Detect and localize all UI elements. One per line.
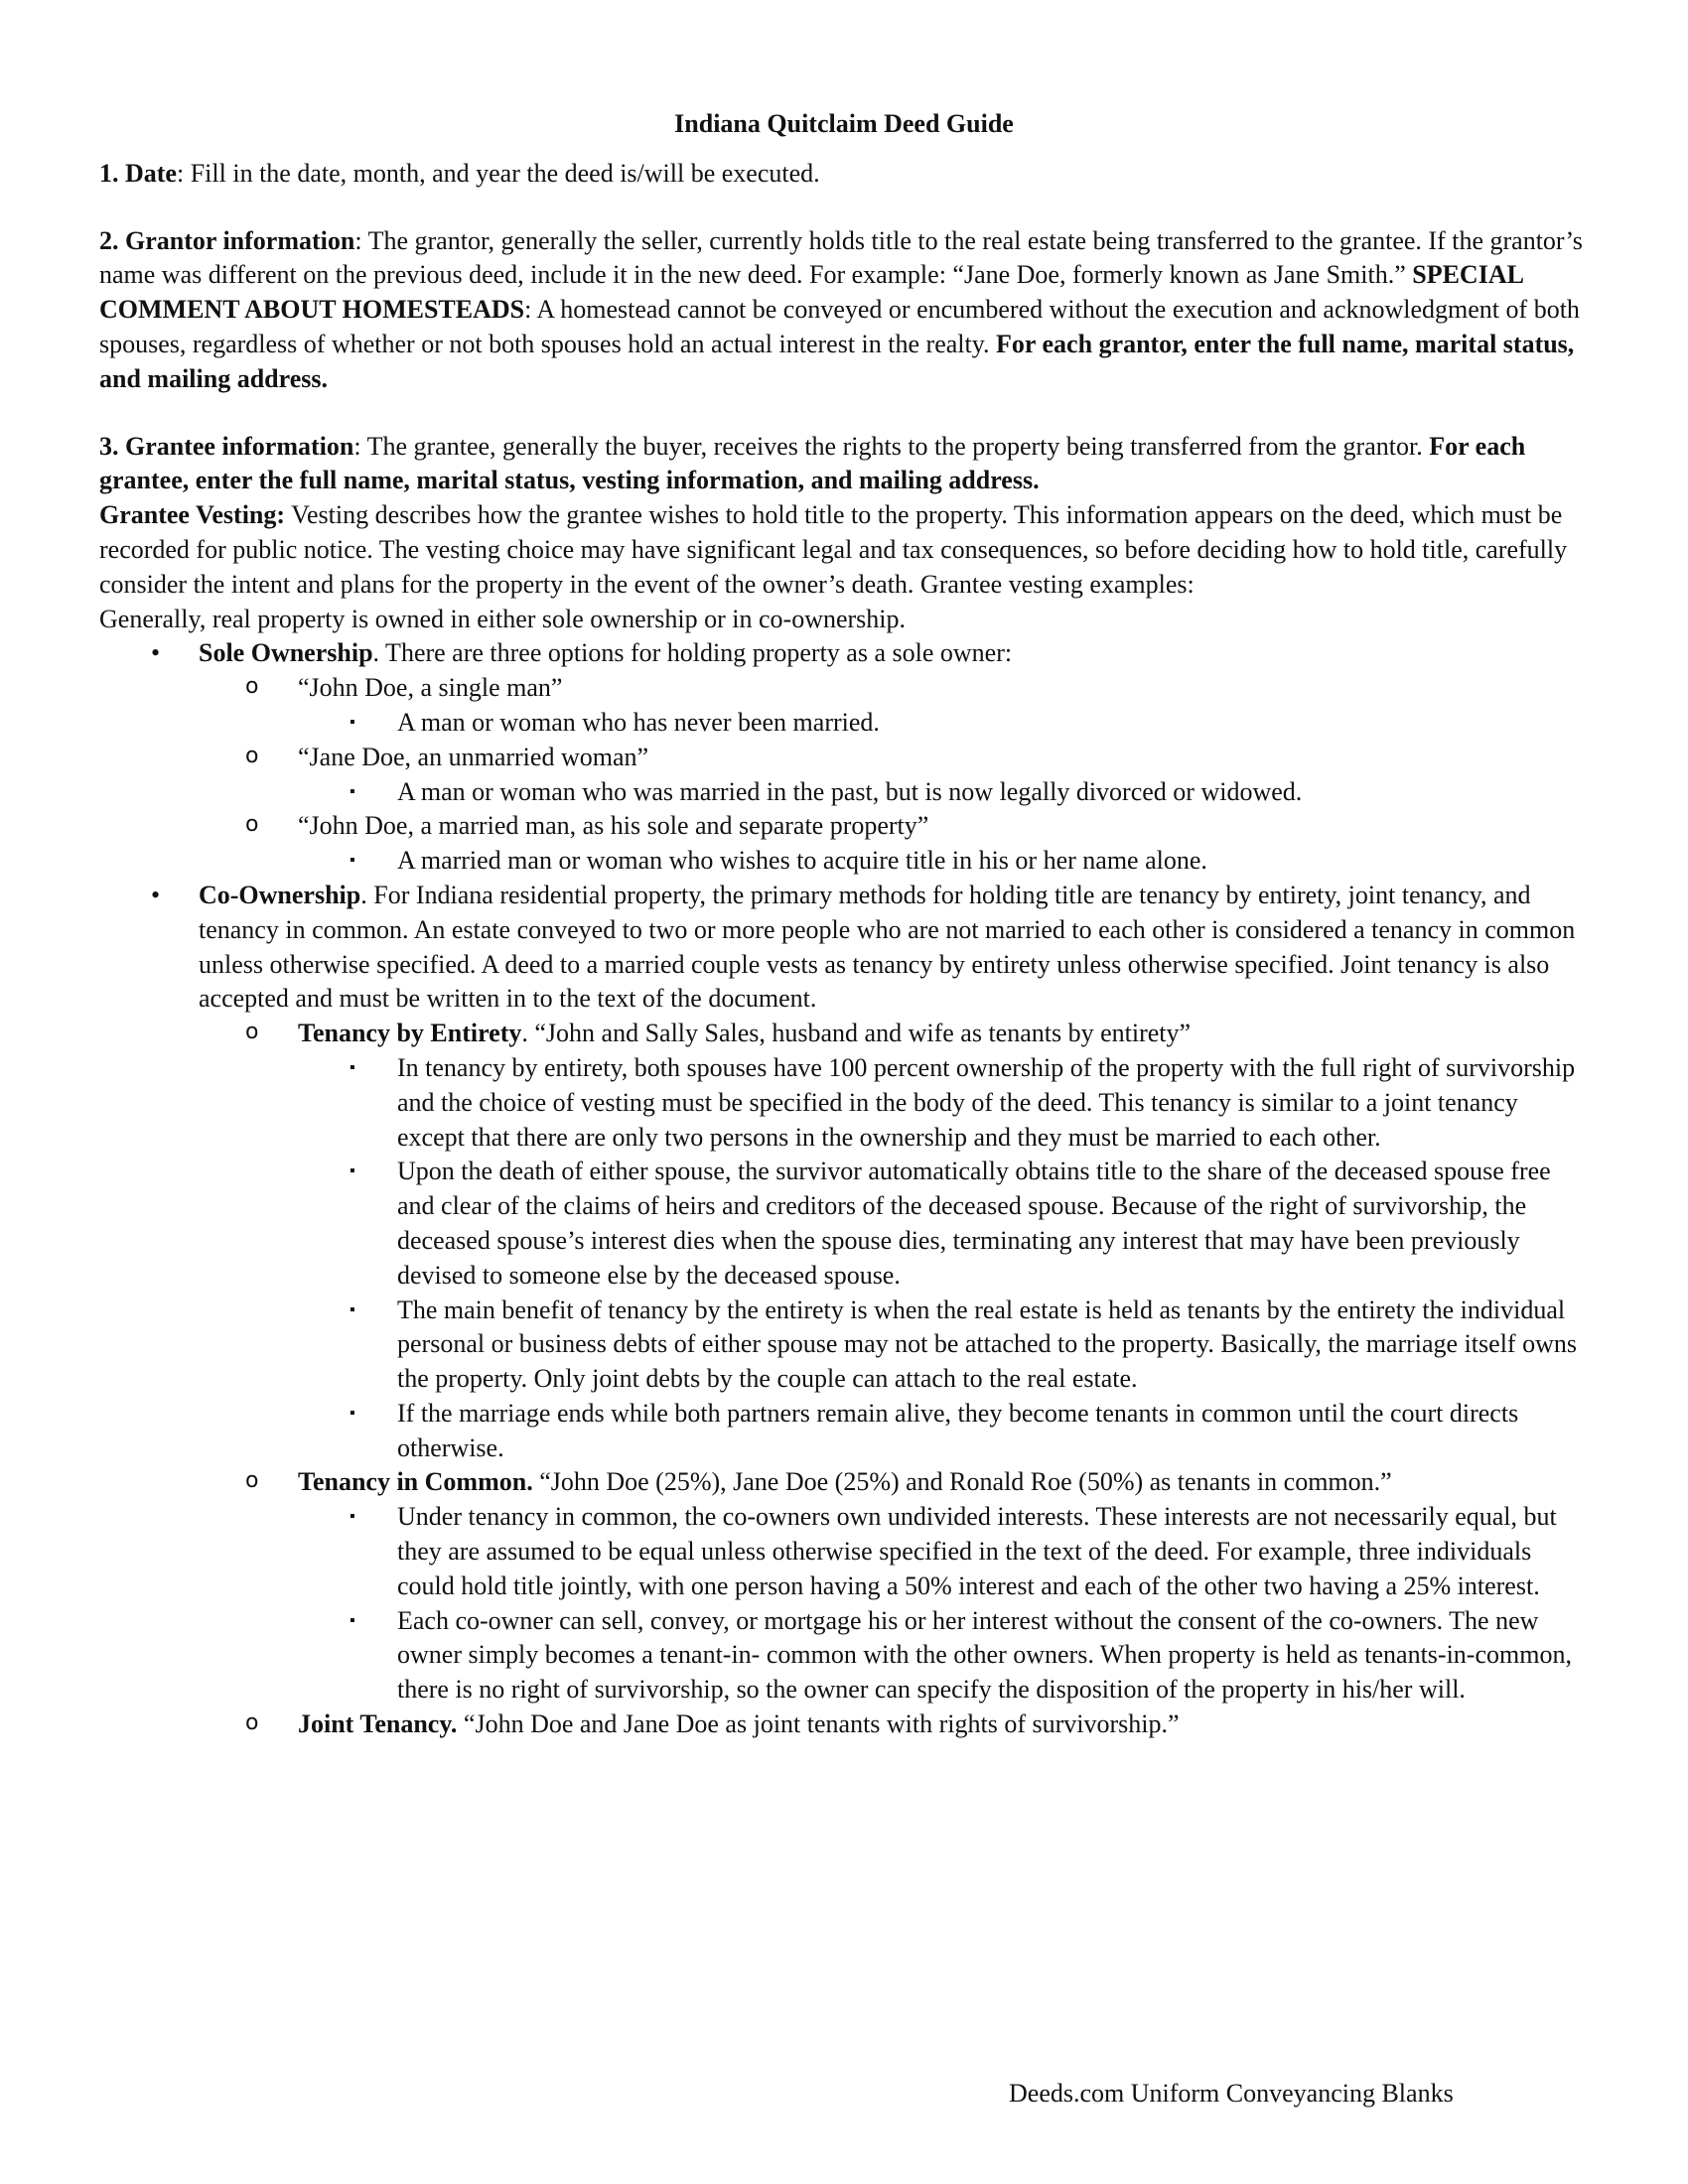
bullet-marker: • xyxy=(151,880,161,909)
co-ownership-types xyxy=(199,1017,1589,1742)
tenancy-common-example: “John Doe (25%), Jane Doe (25%) and Ronald Roe (50%) as tenants in common.” xyxy=(532,1467,1392,1497)
sole-ownership-label: Sole Ownership xyxy=(199,638,373,668)
sole-option-detail xyxy=(298,706,1589,741)
joint-tenancy-label: Joint Tenancy. xyxy=(298,1709,458,1739)
co-ownership-item xyxy=(99,879,1589,1742)
detail-text: Under tenancy in common, the co-owners own undivided interests. These interests are not necessarily equal, but they are assumed to be equal unless otherwise specified in the text of the deed. For example, three individuals could hold title jointly, with one person having a 50% interest and each of the other two having a 25% interest. xyxy=(397,1502,1557,1600)
detail-text: Upon the death of either spouse, the survivor automatically obtains title to the share of the deceased spouse free and clear of the claims of heirs and creditors of the deceased spouse. Because of the right of survivorship, the deceased spouse’s interest dies when the spouse dies, terminating any interest that may have been previously devised to someone else by the deceased spouse. xyxy=(397,1157,1551,1290)
tenancy-common-label: Tenancy in Common. xyxy=(298,1467,533,1497)
tenancy-entirety-label: Tenancy by Entirety xyxy=(298,1019,522,1048)
circle-marker: o xyxy=(245,812,259,838)
detail-item xyxy=(298,1397,1589,1466)
tenancy-common-item xyxy=(199,1465,1589,1707)
sole-option-detail xyxy=(298,844,1589,879)
page-title: Indiana Quitclaim Deed Guide xyxy=(674,109,1014,138)
general-ownership-text: Generally, real property is owned in either sole ownership or in co-ownership. xyxy=(99,604,907,633)
sole-option-detail-text: A married man or woman who wishes to acquire title in his or her name alone. xyxy=(397,846,1207,876)
square-marker: ▪ xyxy=(350,1162,355,1180)
grantee-label: 3. Grantee information xyxy=(99,431,354,461)
circle-marker: o xyxy=(245,1468,259,1494)
homestead-label: SPECIAL COMMENT ABOUT HOMESTEADS xyxy=(99,260,1523,325)
sole-option-item xyxy=(199,741,1589,810)
sole-option-detail-text: A man or woman who was married in the past, but is now legally divorced or widowed. xyxy=(397,776,1303,806)
tenancy-entirety-details xyxy=(298,1051,1589,1466)
square-marker: ▪ xyxy=(350,1508,355,1526)
grantee-section xyxy=(99,430,1589,499)
square-marker: ▪ xyxy=(350,1300,355,1318)
square-marker: ▪ xyxy=(350,852,355,870)
tenancy-entirety-example: . “John and Sally Sales, husband and wife as tenants by entirety” xyxy=(521,1019,1192,1048)
sole-option-detail xyxy=(298,775,1589,810)
sole-ownership-item xyxy=(99,636,1589,879)
vesting-label: Grantee Vesting: xyxy=(99,500,286,530)
circle-marker: o xyxy=(245,1710,259,1736)
square-marker: ▪ xyxy=(350,1404,355,1422)
detail-text: In tenancy by entirety, both spouses have 100 percent ownership of the property with the full right of survivorship and the choice of vesting must be specified in the body of the deed. This tenancy is similar to a joint tenancy except that there are only two persons in the ownership and they must be married to each other. xyxy=(397,1052,1576,1152)
co-ownership-label: Co-Ownership xyxy=(199,880,361,909)
detail-item xyxy=(298,1051,1589,1155)
sole-options-list xyxy=(199,671,1589,879)
sole-option-details xyxy=(298,706,1589,741)
joint-tenancy-item xyxy=(199,1707,1589,1742)
sole-option-item xyxy=(199,809,1589,879)
sole-option-example: “John Doe, a single man” xyxy=(298,673,563,703)
page-footer: Deeds.com Uniform Conveyancing Blanks xyxy=(1009,2079,1454,2108)
bullet-marker: • xyxy=(151,638,161,668)
detail-item xyxy=(298,1500,1589,1603)
detail-item xyxy=(298,1155,1589,1293)
detail-text: Each co-owner can sell, convey, or mortgage his or her interest without the consent of the co-owners. The new owner simply becomes a tenant-in- common with the other owners. When property is held as tenants-in-common, there is no right of survivorship, so the owner can specify the disposition of the property in his/her will. xyxy=(397,1605,1572,1705)
grantor-instruction: For each grantor, enter the full name, marital status, and mailing address. xyxy=(99,329,1575,393)
co-ownership-text: . For Indiana residential property, the primary methods for holding title are tenancy by entirety, joint tenancy, and tenancy in common. An estate conveyed to two or more people who are not married to each other is considered a tenancy in common unless otherwise specified. A deed to a married couple vests as tenancy by entirety unless otherwise specified. Joint tenancy is also accepted and must be written in to the text of the document. xyxy=(199,880,1576,1014)
circle-marker: o xyxy=(245,1020,259,1045)
detail-text: The main benefit of tenancy by the entirety is when the real estate is held as tenants by the entirety the individual personal or business debts of either spouse may not be attached to the property. Basically, the marriage itself owns the property. Only joint debts by the couple can attach to the real estate. xyxy=(397,1295,1577,1394)
circle-marker: o xyxy=(245,674,259,700)
grantor-section xyxy=(99,224,1589,397)
square-marker: ▪ xyxy=(350,713,355,731)
joint-tenancy-example: “John Doe and Jane Doe as joint tenants with rights of survivorship.” xyxy=(457,1709,1180,1739)
grantor-label: 2. Grantor information xyxy=(99,225,355,255)
sole-option-example: “John Doe, a married man, as his sole and separate property” xyxy=(298,811,929,841)
sole-option-item xyxy=(199,671,1589,741)
vesting-paragraph xyxy=(99,498,1589,602)
sole-option-details xyxy=(298,775,1589,810)
date-label: 1. Date xyxy=(99,158,177,188)
grantee-instruction: For each grantee, enter the full name, marital status, vesting information, and mailing address. xyxy=(99,431,1526,495)
detail-item xyxy=(298,1604,1589,1707)
sole-option-detail-text: A man or woman who has never been married. xyxy=(397,707,880,737)
vesting-text: Vesting describes how the grantee wishes to hold title to the property. This information appears on the deed, which must be recorded for public notice. The vesting choice may have significant legal and tax consequences, so before deciding how to hold title, carefully consider the intent and plans for the property in the event of the owner’s death. Grantee vesting examples: xyxy=(99,500,1568,599)
detail-item xyxy=(298,1294,1589,1397)
grantor-text: : The grantor, generally the seller, currently holds title to the real estate being transferred to the grantee. If the grantor’s name was different on the previous deed, include it in the new deed. For example: “Jane Doe, formerly known as Jane Smith.” xyxy=(99,225,1583,290)
document-page xyxy=(99,107,1589,1742)
tenancy-common-details xyxy=(298,1500,1589,1707)
detail-text: If the marriage ends while both partners remain alive, they become tenants in common until the court directs otherwise. xyxy=(397,1398,1519,1462)
sole-ownership-text: . There are three options for holding property as a sole owner: xyxy=(372,638,1013,668)
square-marker: ▪ xyxy=(350,1611,355,1629)
homestead-text: : A homestead cannot be conveyed or encumbered without the execution and acknowledgment of both spouses, regardless of whether or not both spouses hold an actual interest in the realty. xyxy=(99,295,1580,358)
sole-option-example: “Jane Doe, an unmarried woman” xyxy=(298,742,649,771)
circle-marker: o xyxy=(245,743,259,768)
square-marker: ▪ xyxy=(350,1058,355,1076)
date-text: : Fill in the date, month, and year the deed is/will be executed. xyxy=(176,158,820,188)
ownership-list xyxy=(99,636,1589,1742)
date-section xyxy=(99,157,1589,192)
sole-option-details xyxy=(298,844,1589,879)
tenancy-entirety-item xyxy=(199,1017,1589,1465)
square-marker: ▪ xyxy=(350,782,355,800)
grantee-text: : The grantee, generally the buyer, receives the rights to the property being transferred from the grantor. xyxy=(353,431,1430,461)
